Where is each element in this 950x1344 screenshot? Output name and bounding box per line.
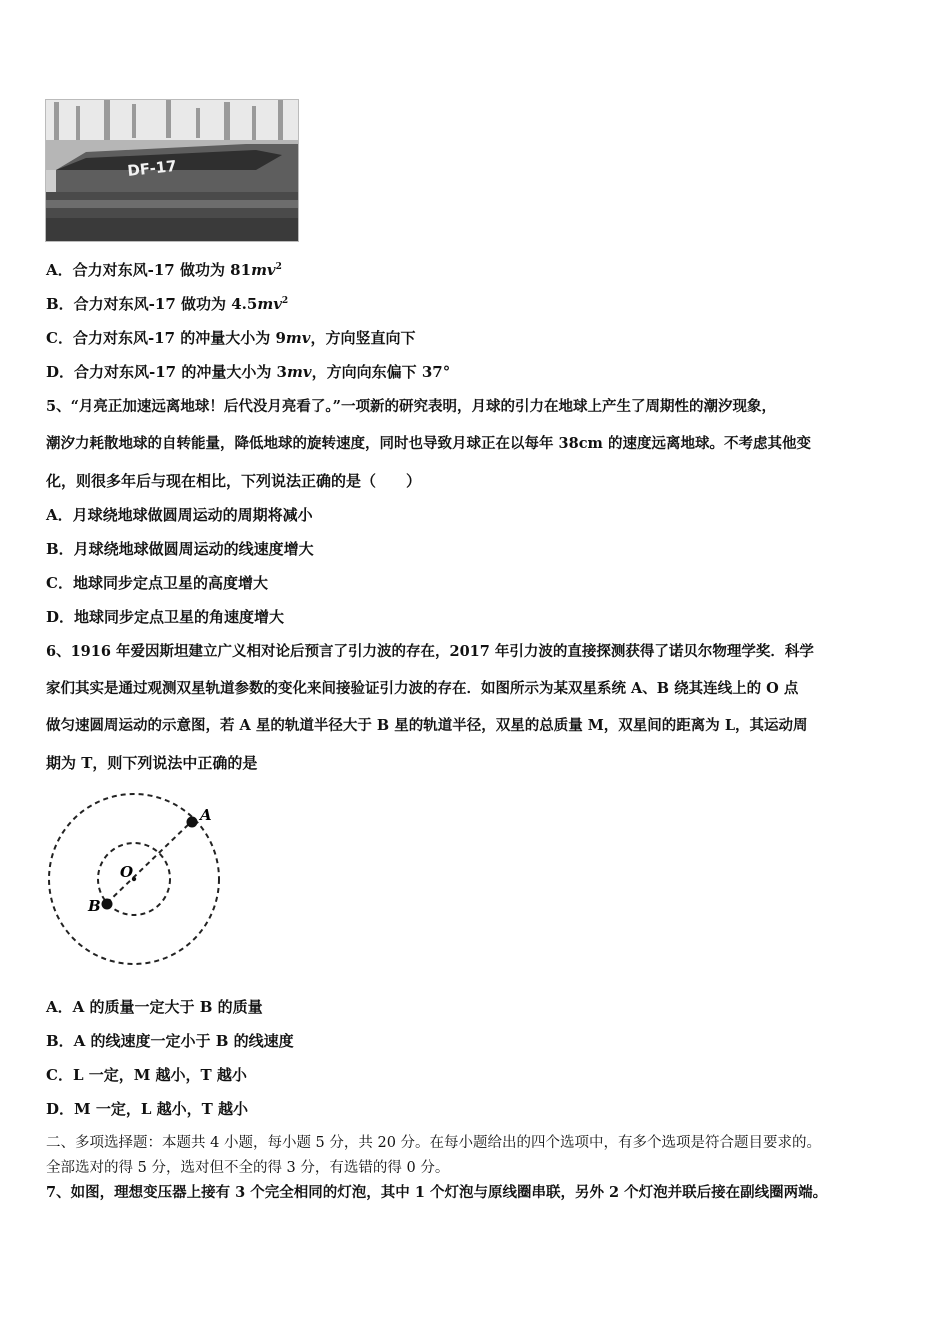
section2-heading-line-2: 全部选对的得 5 分，选对但不全的得 3 分，有选错的得 0 分。 [46,1160,450,1176]
df17-photo [45,99,299,242]
q5-stem-line-1: 5、“月亮正加速远离地球！后代没月亮看了。”一项新的研究表明，月球的引力在地球上产生了周期性的潮汐现象， [46,398,777,415]
q5-option-b: B．月球绕地球做圆周运动的线速度增大 [46,540,314,558]
q4-option-c: C．合力对东风-17 的冲量大小为 9mv，方向竖直向下 [46,329,416,347]
label-b: B [88,897,101,915]
connecting-line [107,821,192,903]
label-a: A [200,806,212,824]
q5-stem-line-2: 潮汐力耗散地球的自转能量，降低地球的旋转速度，同时也导致月球正在以每年 38cm 的速度远离地球。不考虑其他变 [46,435,811,452]
q4-option-a: A．合力对东风-17 做功为 $81mv^2$ [46,261,282,279]
section2-heading-line-1: 二、多项选择题：本题共 4 小题，每小题 5 分，共 20 分。在每小题给出的四个选项中，有多个选项是符合题目要求的。 [46,1135,822,1151]
q6-option-d: D．M 一定，L 越小，T 越小 [46,1100,248,1118]
q6-stem-line-1: 6、1916 年爱因斯坦建立广义相对论后预言了引力波的存在，2017 年引力波的直接探测获得了诺贝尔物理学奖．科学 [46,643,814,660]
binary-star-svg [40,785,240,975]
q5-option-a: A．月球绕地球做圆周运动的周期将减小 [46,506,313,524]
q6-stem-line-3: 做匀速圆周运动的示意图，若 A 星的轨道半径大于 B 星的轨道半径，双星的总质量 M，双星间的距离为 L，其运动周 [46,717,808,734]
q4-option-b: B．合力对东风-17 做功为 $4.5mv^2$ [46,295,289,313]
q6-option-a: A．A 的质量一定大于 B 的质量 [46,998,263,1016]
star-a [187,817,198,828]
photo-caption: DF-17 [126,156,178,180]
q6-option-b: B．A 的线速度一定小于 B 的线速度 [46,1032,294,1050]
q6-option-c: C．L 一定，M 越小，T 越小 [46,1066,247,1084]
binary-star-diagram [40,785,240,975]
q6-stem-line-4: 期为 T，则下列说法中正确的是 [46,754,258,772]
q6-stem-line-2: 家们其实是通过观测双星轨道参数的变化来间接验证引力波的存在．如图所示为某双星系统 A、B 绕其连线上的 O 点 [46,680,799,697]
q4-option-d: D．合力对东风-17 的冲量大小为 3mv，方向向东偏下 37° [46,363,451,381]
star-b [102,899,113,910]
q5-option-d: D．地球同步定点卫星的角速度增大 [46,608,285,626]
df17-photo-drawing [46,100,298,241]
label-o: O [120,863,134,881]
q5-stem-line-3: 化，则很多年后与现在相比，下列说法正确的是（ ） [46,472,422,490]
q7-stem-line-1: 7、如图，理想变压器上接有 3 个完全相同的灯泡，其中 1 个灯泡与原线圈串联，另外 2 个灯泡并联后接在副线圈两端。 [46,1184,828,1201]
q5-option-c: C．地球同步定点卫星的高度增大 [46,574,268,592]
